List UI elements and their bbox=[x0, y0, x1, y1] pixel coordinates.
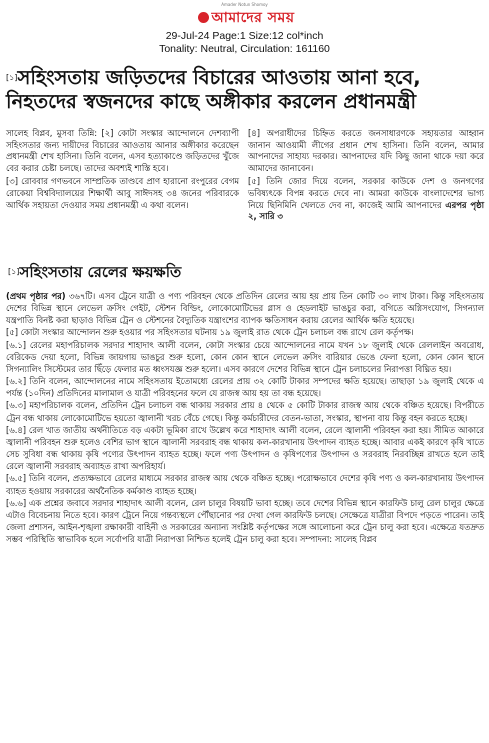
article1-jump-line: এরপর পৃষ্ঠা ২, সারি ৩ bbox=[248, 199, 484, 222]
article2-paragraph: [৬.৫] তিনি বলেন, প্রত্যক্ষভাবে রেলের মাধ্যমে সরকার রাজস্ব আয় থেকে বঞ্চিত হচ্ছে। পরোক্ষভাবে দেশের কৃষি পণ্য ও কল-কারখানায় উৎপাদন ব্যাহত হওয়ায় সরকারের অর্থনৈতিক কর্মকাণ্ড ব্যাহত হচ্ছে। bbox=[6, 473, 484, 496]
article2-lead: (প্রথম পৃষ্ঠার পর) bbox=[6, 291, 66, 301]
clip-meta-date-page: 29-Jul-24 Page:1 Size:12 col*inch bbox=[165, 30, 324, 42]
article2-paragraph: [৬.৪] রেল খাত জাতীয় অর্থনীতিতে বড় একটা ভূমিকা রাখে উল্লেখ করে শাহাদাৎ আলী বলেন, রেলে জ্বালানী পরিবহন করা হয়। সীমিত আকারে জ্বালানী পরিবহন শুরু হলেও বেশির ভাগ স্থানে জ্বালানী সরবরাহ বন্ধ থাকায় কল-কারখানায় উৎপাদন ব্যাহত হচ্ছে। আবার একই কারণে কৃষি খাতে সেচ সুবিধা বন্ধ থাকায় কৃষি পণ্যের উৎপাদন ব্যাহত হচ্ছে। ফলে পণ্য উৎপাদন ও কৃষিপণ্যের উৎপাদন ও সরবরাহ নিরবচ্ছিন্ন রাখতে হলে তাই রেলে জ্বালানী সরবরাহ অব্যাহত রাখা অপরিহার্য। bbox=[6, 424, 484, 472]
article2-paragraph: [৬.৩] মহাপরিচালক বলেন, প্রতিদিন ট্রেন চলাচল বন্ধ থাকায় সরকার প্রায় ৪ থেকে ৫ কোটি টাকার রাজস্ব আয় থেকে বঞ্চিত হয়েছে। বিপরীতে ট্রেন বন্ধ থাকায় লোকোমোটিভে হয়তো জ্বালানী খরচ বেঁচে গেছে। কিন্তু কর্মচারীদের বেতন-ভাতা, সংস্কার, স্থাপনা বায় কিন্তু বহন করতে হচ্ছে। bbox=[6, 400, 484, 423]
article1-left-column bbox=[6, 128, 239, 213]
newspaper-logo: আমাদের সময় bbox=[195, 9, 295, 27]
article1-paragraph: [৫] তিনি জোর দিয়ে বলেন, সরকার কাউকে দেশ ও জনগণের ভবিষ্যৎকে বিপন্ন করতে দেবে না। আমরা কাউকে বাংলাদেশের ভাগ্য নিয়ে ছিনিমিনি খেলতে দেব না, কাজেই আমি আপনাদের এরপর পৃষ্ঠা ২, সারি ৩ bbox=[248, 176, 484, 222]
article1-paragraph: [৪] অপরাধীদের চিহ্নিত করতে জনসাধারণকে সহায়তার আহ্বান জানান আওয়ামী লীগের প্রধান শেখ হাসিনা। তিনি বলেন, আমার আপনাদের সাহায্য দরকার। আপনাদের যদি কিছু জানা থাকে দয়া করে আমাদের জানাবেন। bbox=[248, 128, 484, 173]
article1-headline: [১]সহিংসতায় জড়িতদের বিচারের আওতায় আনা হবে, নিহতদের স্বজনদের কাছে অঙ্গীকার করলেন প্রধানমন্ত্রী bbox=[6, 66, 421, 113]
article2-headline: [১]সহিংসতায় রেলের ক্ষয়ক্ষতি bbox=[8, 263, 182, 281]
masthead-tagline: Amader Notun Shomoy bbox=[221, 2, 268, 7]
article1-paragraph: সালেহ বিপ্লব, মুসবা তিন্নি: [২] কোটা সংস্কার আন্দোলনে দেশব্যাপী সহিংসতার জন্য দায়ীদের বিচারের আওতায় আনার অঙ্গীকার করেছেন প্রধানমন্ত্রী শেখ হাসিনা। তিনি বলেন, এসব হত্যাকাণ্ডে জড়িতদের খুঁজে বের করার চেষ্টা চলছে। তাদের অবশ্যই শাস্তি হবে। bbox=[6, 128, 239, 173]
article2-paragraph: [৬.২] তিনি বলেন, আন্দোলনের নামে সহিংসতায় ইতোমধ্যে রেলের প্রায় ৩২ কোটি টাকার সম্পদের ক্ষতি হয়েছে। তাছাড়া ১৯ জুলাই থেকে এ পর্যন্ত (১০দিন) প্রতিদিনের মালামাল ও যাত্রী পরিবহনের ফলে যে রাজস্ব আয় হয় তা বন্ধ হয়েছে। bbox=[6, 376, 484, 399]
article2-paragraph: [৬.৬] এক প্রশ্নের জবাবে সরদার শাহাদাৎ আলী বলেন, রেল চালুর বিষয়টি ভাবা হচ্ছে। তবে দেশের বিভিন্ন স্থানে কারফিউ চালু রেল চালুর ক্ষেত্রে এটাও বিবেচনায় নিতে হবে। কারণ ট্রেনে নিয়ে গন্তব্যস্থলে পৌঁছানোর পর দেখা গেল কারফিউ চলছে। সেক্ষেত্রে যাত্রীরা বিপদে পড়তে পারেন। তাই জেলা প্রশাসন, আইন-শৃঙ্খলা রক্ষাকারী বাহিনী ও সরকারের অন্যান্য সংশ্লিষ্ট কর্তৃপক্ষের সঙ্গে আলোচনা করে ট্রেন চালু করা হবে। এক্ষেত্রে যতদ্রুত সম্ভব পরিস্থিতি স্বাভাবিক হলে সর্বোপরি যাত্রী নিরাপত্তা নিশ্চিত হলেই ট্রেন চালু করা হবে। সম্পাদনা: সালেহ বিপ্লব bbox=[6, 497, 484, 545]
logo-seal-icon bbox=[198, 12, 209, 23]
article2-paragraph: (প্রথম পৃষ্ঠার পর) ৩৬৭টি। এসব ট্রেনে যাত্রী ও পণ্য পরিবহন থেকে প্রতিদিন রেলের আয় হয় প্রায় তিন কোটি ৩০ লাখ টাকা। কিন্তু সহিংসতায় দেশের বিভিন্ন স্থানে লেভেল ক্রসিং গেইট, স্টেশন বিল্ডিং, লোকোমোটিভের গ্লাস ও হেডলাইট ভাঙচুর করা, বগিতে অগ্নিসংযোগ, সিগন্যাল যন্ত্রপাতি বিনষ্ট করা ছাড়াও বিভিন্ন ট্রেন ও স্টেশনের বৈদ্যুতিক যন্ত্রাংশের ব্যাপক ক্ষতিসাধন করায় রেলের আর্থিক ক্ষতি হয়েছে। bbox=[6, 291, 484, 326]
article2-paragraph: [৫] কোটা সংস্কার আন্দোলন শুরু হওয়ার পর সহিংসতার ঘটনায় ১৯ জুলাই রাত থেকে ট্রেন চলাচল বন্ধ রাখে রেল কর্তৃপক্ষ। bbox=[6, 327, 414, 338]
article1-paragraph: [৩] রোববার গণভবনে সাম্প্রতিক তাণ্ডবে প্রাণ হারানো রংপুরের বেগম রোকেয়া বিশ্ববিদ্যালয়ের শিক্ষার্থী আবু সাঈদসহ ৩৪ জনের পরিবারকে আর্থিক সহায়তা দেওয়ার সময় প্রধানমন্ত্রী এ কথা বলেন। bbox=[6, 176, 239, 210]
article1-right-column bbox=[248, 128, 484, 225]
article2-body bbox=[6, 290, 484, 545]
clip-meta-tonality: Tonality: Neutral, Circulation: 161160 bbox=[159, 43, 330, 55]
article2-paragraph: [৬.১] রেলের মহাপরিচালক সরদার শাহাদাৎ আলী বলেন, কোটা সংস্কার চেয়ে আন্দোলনের নামে যখন ১৮ জুলাই থেকে রেললাইন অবরোধ, বেরিকেড দেয়া হলো, বিভিন্ন জায়গায় ভাঙচুর শুরু হলো, কোন কোন স্থানে লেভেল ক্রসিং বারিয়ার ভেঙে ফেলা হলো, কোন কোন স্থানে সিগন্যালিং সিস্টেমের তার ছিঁড়ে ফেলার মত ধ্বংসযজ্ঞ শুরু হলো। এসব কারণে দেশের বিভিন্ন স্থানে ট্রেন চলাচলের নিরাপত্তা বিঘ্নিত হয়। bbox=[6, 339, 484, 374]
masthead bbox=[0, 2, 489, 28]
